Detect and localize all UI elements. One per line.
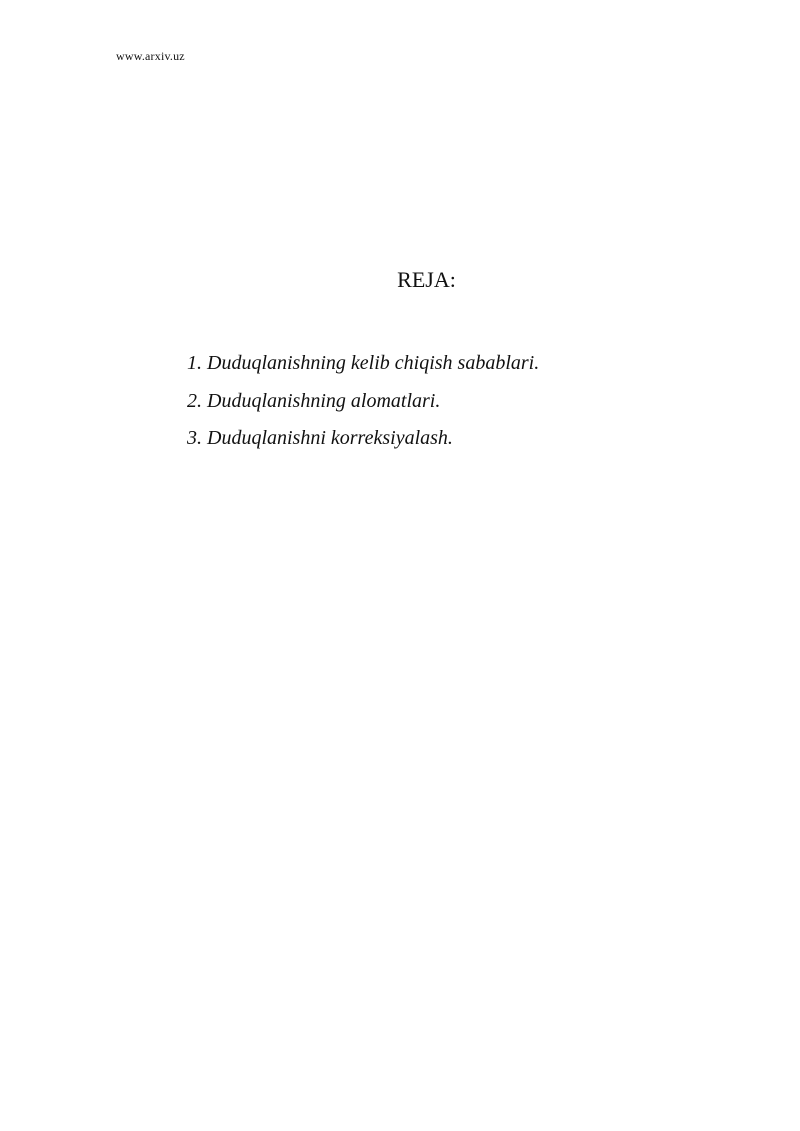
plan-item-2: 2. Duduqlanishning alomatlari.: [187, 389, 441, 412]
site-header-text: www.arxiv.uz: [116, 49, 185, 63]
plan-title: REJA:: [397, 267, 456, 292]
plan-list: [187, 345, 539, 458]
plan-item-1: 1. Duduqlanishning kelib chiqish sabablari.: [187, 352, 540, 374]
plan-item-3: 3. Duduqlanishni korreksiyalash.: [187, 427, 453, 449]
